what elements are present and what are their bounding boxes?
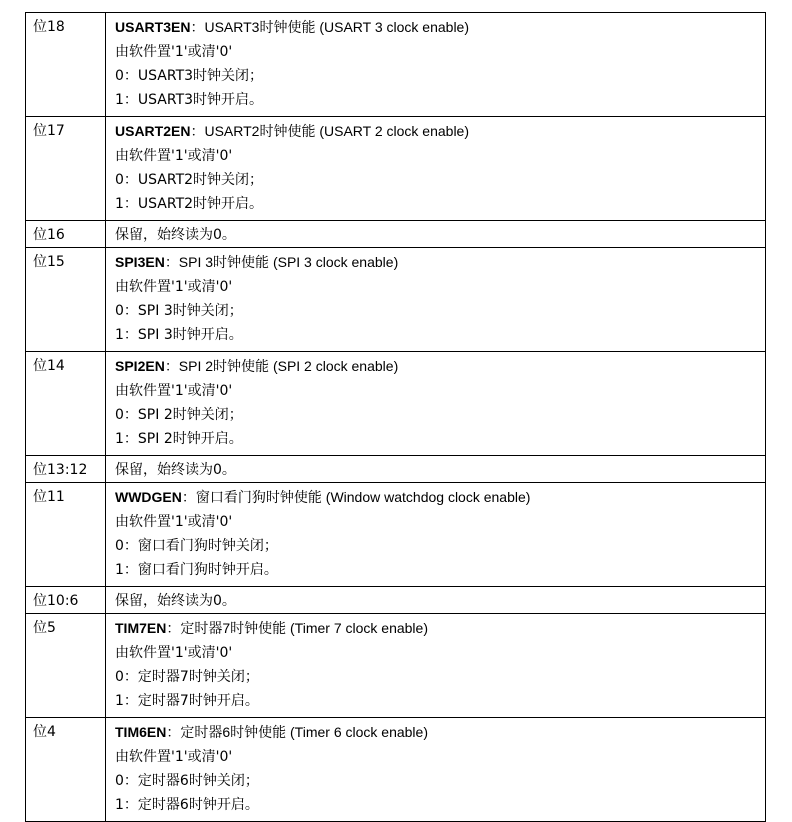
field-title-line xyxy=(115,15,765,40)
field-name: SPI3EN xyxy=(115,254,165,270)
description-line: 由软件置'1'或清'0' xyxy=(115,148,233,164)
bit-description xyxy=(106,456,766,483)
description-line: 0：窗口看门狗时钟关闭； xyxy=(115,538,278,554)
field-name: TIM7EN xyxy=(115,620,167,636)
field-title-line xyxy=(115,616,765,641)
description-line: 1：定时器7时钟开启。 xyxy=(115,693,259,709)
table-row xyxy=(26,718,766,822)
table-row xyxy=(26,117,766,221)
bit-description xyxy=(106,13,766,117)
bit-description xyxy=(106,587,766,614)
table-row xyxy=(26,614,766,718)
bit-description xyxy=(106,248,766,352)
bit-position: 位18 xyxy=(26,13,106,117)
description-line: 由软件置'1'或清'0' xyxy=(115,749,233,765)
field-title-line xyxy=(115,720,765,745)
bit-description xyxy=(106,614,766,718)
description-line: 0：USART3时钟关闭； xyxy=(115,68,264,84)
table-row xyxy=(26,13,766,117)
bit-position: 位14 xyxy=(26,352,106,456)
bit-description xyxy=(106,483,766,587)
bit-description xyxy=(106,718,766,822)
bit-position: 位16 xyxy=(26,221,106,248)
table-row xyxy=(26,483,766,587)
register-bit-table xyxy=(25,12,766,822)
table-row xyxy=(26,352,766,456)
reserved-text: 保留，始终读为0。 xyxy=(115,462,236,478)
description-line: 由软件置'1'或清'0' xyxy=(115,383,233,399)
bit-description xyxy=(106,221,766,248)
bit-position: 位15 xyxy=(26,248,106,352)
description-line: 0：定时器6时钟关闭； xyxy=(115,773,259,789)
description-line: 由软件置'1'或清'0' xyxy=(115,279,233,295)
description-line: 由软件置'1'或清'0' xyxy=(115,645,233,661)
field-title: ：定时器7时钟使能 (Timer 7 clock enable) xyxy=(166,620,428,636)
bit-position: 位11 xyxy=(26,483,106,587)
field-title: ：USART2时钟使能 (USART 2 clock enable) xyxy=(190,123,469,139)
description-line: 由软件置'1'或清'0' xyxy=(115,44,233,60)
bit-description xyxy=(106,352,766,456)
description-line: 由软件置'1'或清'0' xyxy=(115,514,233,530)
field-title: ：定时器6时钟使能 (Timer 6 clock enable) xyxy=(166,724,428,740)
bit-description xyxy=(106,117,766,221)
field-name: TIM6EN xyxy=(115,724,167,740)
description-line: 0：SPI 2时钟关闭； xyxy=(115,407,243,423)
field-title: ：窗口看门狗时钟使能 (Window watchdog clock enable) xyxy=(181,489,531,505)
field-name: USART3EN xyxy=(115,19,191,35)
field-title-line xyxy=(115,485,765,510)
description-line: 1：USART2时钟开启。 xyxy=(115,196,264,212)
field-name: USART2EN xyxy=(115,123,191,139)
table-row xyxy=(26,587,766,614)
reserved-text: 保留，始终读为0。 xyxy=(115,593,236,609)
field-title: ：SPI 2时钟使能 (SPI 2 clock enable) xyxy=(164,358,399,374)
description-line: 1：定时器6时钟开启。 xyxy=(115,797,259,813)
reserved-text: 保留，始终读为0。 xyxy=(115,227,236,243)
table-row xyxy=(26,221,766,248)
field-title: ：SPI 3时钟使能 (SPI 3 clock enable) xyxy=(164,254,399,270)
table-row xyxy=(26,248,766,352)
bit-position: 位17 xyxy=(26,117,106,221)
bit-position: 位5 xyxy=(26,614,106,718)
description-line: 1：USART3时钟开启。 xyxy=(115,92,264,108)
field-title-line xyxy=(115,250,765,275)
field-title-line xyxy=(115,354,765,379)
field-name: WWDGEN xyxy=(115,489,182,505)
description-line: 1：SPI 2时钟开启。 xyxy=(115,431,243,447)
bit-position: 位13:12 xyxy=(26,456,106,483)
bit-position: 位4 xyxy=(26,718,106,822)
field-title-line xyxy=(115,119,765,144)
table-row xyxy=(26,456,766,483)
description-line: 1：SPI 3时钟开启。 xyxy=(115,327,243,343)
field-name: SPI2EN xyxy=(115,358,165,374)
bit-position: 位10:6 xyxy=(26,587,106,614)
description-line: 0：USART2时钟关闭； xyxy=(115,172,264,188)
description-line: 0：定时器7时钟关闭； xyxy=(115,669,259,685)
description-line: 0：SPI 3时钟关闭； xyxy=(115,303,243,319)
field-title: ：USART3时钟使能 (USART 3 clock enable) xyxy=(190,19,469,35)
description-line: 1：窗口看门狗时钟开启。 xyxy=(115,562,278,578)
